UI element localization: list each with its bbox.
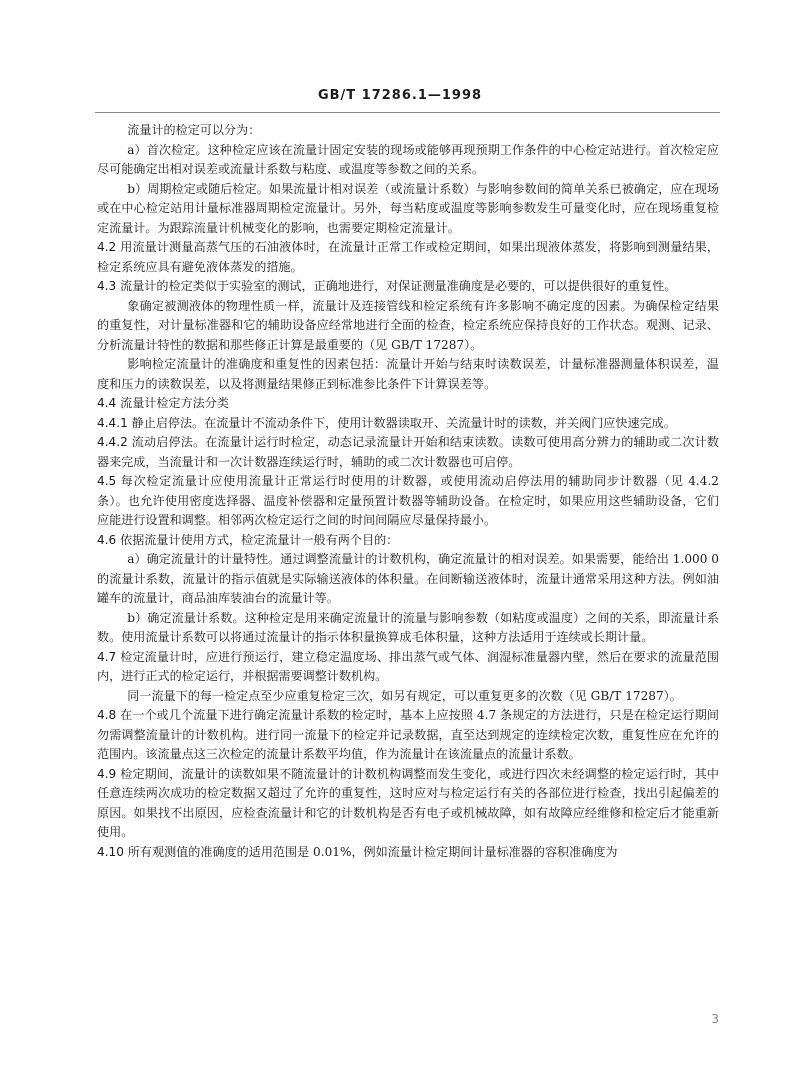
paragraph-text: 用流量计测量高蒸气压的石油液体时，在流量计正常工作或检定期间，如果出现液体蒸发，将影响到测量结果，检定系统应具有避免液体蒸发的措施。	[97, 240, 719, 274]
paragraph-text: 同一流量下的每一检定点至少应重复检定三次，如另有规定，可以重复更多的次数（见 GB/T 17287）。	[127, 688, 682, 703]
page-number: 3	[711, 1012, 719, 1026]
paragraph	[97, 687, 719, 707]
paragraph-text: 静止启停法。在流量计不流动条件下，使用计数器读取开、关流量计时的读数，并关阀门应快速完成。	[131, 415, 676, 430]
clause-number: 4.2	[97, 240, 117, 254]
clause-4-2	[97, 238, 719, 277]
paragraph-text: a）确定流量计的计量特性。通过调整流量计的计数机构，确定流量计的相对误差。如果需要，能给出 1.000 0 的流量计系数，流量计的指示值就是实际输送液体的体积量。在间断输送液体时，流量计通常采用这种方法。例如油罐车的流量计，商品油库装油台的流量计等。	[97, 552, 719, 605]
paragraph-text: 所有观测值的准确度的适用范围是 0.01%，例如流量计检定期间计量标准器的容积准确度为	[127, 844, 618, 859]
clause-4-8	[97, 706, 719, 765]
paragraph-text: 象确定被测液体的物理性质一样，流量计及连接管线和检定系统有许多影响不确定度的因素。为确保检定结果的重复性，对计量标准器和它的辅助设备应经常地进行全面的检查，检定系统应保持良好的工作状态。观测、记录、分析流量计特性的数据和那些修正计算是最重要的（见 GB/T 17287）。	[97, 298, 719, 352]
paragraph-text: 在一个或几个流量下进行确定流量计系数的检定时，基本上应按照 4.7 条规定的方法进行，只是在检定运行期间勿需调整流量计的计数机构。进行同一流量下的检定并记录数据，直至达到规定的连续检定次数，重复性应在允许的范围内。该流量点这三次检定的流量计系数平均值，作为流量计在该流量点的流量计系数。	[97, 708, 719, 761]
clause-number: 4.9	[97, 766, 117, 781]
paragraph	[97, 121, 719, 141]
paragraph-text: 每次检定流量计应使用流量计正常运行时使用的计数器，或使用流动启停法用的辅助同步计数器（见 4.4.2 条）。也允许使用密度选择器、温度补偿器和定量预置计数器等辅助设备。在检定时，如果应用这些辅助设备，它们应能进行设置和调整。相邻两次检定运行之间的时间间隔应尽量保持最小。	[97, 474, 719, 527]
clause-number: 4.8	[97, 708, 117, 722]
clause-4-4-2	[97, 433, 719, 472]
paragraph-text: 流动启停法。在流量计运行时检定，动态记录流量计开始和结束读数。读数可使用高分辨力的辅助或二次计数器来完成，当流量计和一次计数器连续运行时，辅助的或二次计数器也可启停。	[97, 435, 719, 469]
paragraph	[97, 550, 719, 609]
clause-4-3	[97, 277, 719, 297]
clause-number: 4.4.2	[97, 435, 128, 449]
paragraph-text: 依据流量计使用方式，检定流量计一般有两个目的：	[120, 532, 399, 547]
paragraph-text: 流量计检定方法分类	[120, 396, 229, 410]
paragraph-text: 检定流量计时，应进行预运行，建立稳定温度场、排出蒸气或气体、润湿标准量器内壁，然后在要求的流量范围内，进行正式的检定运行，并根据需要调整计数机构。	[97, 649, 719, 683]
paragraph-text: b）周期检定或随后检定。如果流量计相对误差（或流量计系数）与影响参数间的简单关系已被确定，应在现场或在中心检定站用计量标准器周期检定流量计。另外，每当粘度或温度等影响参数发生可量变化时，应在现场重复检定流量计。为跟踪流量计机械变化的影响，也需要定期检定流量计。	[97, 181, 719, 235]
clause-4-4-1	[97, 414, 719, 434]
standard-header: GB/T 17286.1—1998	[317, 88, 483, 103]
paragraph	[97, 355, 719, 394]
clause-4-5	[97, 472, 719, 531]
clause-4-6	[97, 531, 719, 551]
paragraph	[97, 141, 719, 180]
clause-number: 4.4	[97, 396, 117, 410]
header-rule	[95, 112, 720, 113]
clause-number: 4.6	[97, 532, 117, 547]
paragraph-text: b）确定流量计系数。这种检定是用来确定流量计的流量与影响参数（如粘度或温度）之间的关系，即流量计系数。使用流量计系数可以将通过流量计的指示体积量换算成毛体积量，这种方法适用于连续或长期计量。	[97, 610, 719, 644]
clause-4-7	[97, 648, 719, 687]
paragraph-text: 流量计的检定可以分为：	[127, 123, 261, 137]
clause-number: 4.7	[97, 649, 117, 664]
paragraph	[97, 297, 719, 356]
paragraph-text: a）首次检定。这种检定应该在流量计固定安装的现场或能够再现预期工作条件的中心检定站进行。首次检定应尽可能确定出相对误差或流量计系数与粘度、或温度等参数之间的关系。	[97, 142, 719, 176]
paragraph	[97, 180, 719, 239]
clause-4-4	[97, 394, 719, 414]
clause-number: 4.4.1	[97, 415, 128, 430]
document-body	[97, 121, 719, 862]
clause-4-9	[97, 765, 719, 843]
clause-4-10	[97, 843, 719, 863]
paragraph	[97, 609, 719, 648]
clause-number: 4.5	[97, 474, 117, 488]
paragraph-text: 流量计的检定类似于实验室的测试，正确地进行，对保证测量准确度是必要的，可以提供很好的重复性。	[120, 279, 677, 293]
paragraph-text: 影响检定流量计的准确度和重复性的因素包括：流量计开始与结束时读数误差，计量标准器测量体积误差，温度和压力的读数误差，以及将测量结果修正到标准参比条件下计算误差等。	[97, 357, 719, 391]
clause-number: 4.10	[97, 844, 124, 859]
clause-number: 4.3	[97, 279, 117, 293]
paragraph-text: 检定期间，流量计的读数如果不随流量计的计数机构调整而发生变化，或进行四次未经调整的检定运行时，其中任意连续两次成功的检定数据又超过了允许的重复性，这时应对与检定运行有关的各部位进行检查，找出引起偏差的原因。如果找不出原因，应检查流量计和它的计数机构是否有电子或机械故障，如有故障应经维修和检定后才能重新使用。	[97, 766, 719, 839]
